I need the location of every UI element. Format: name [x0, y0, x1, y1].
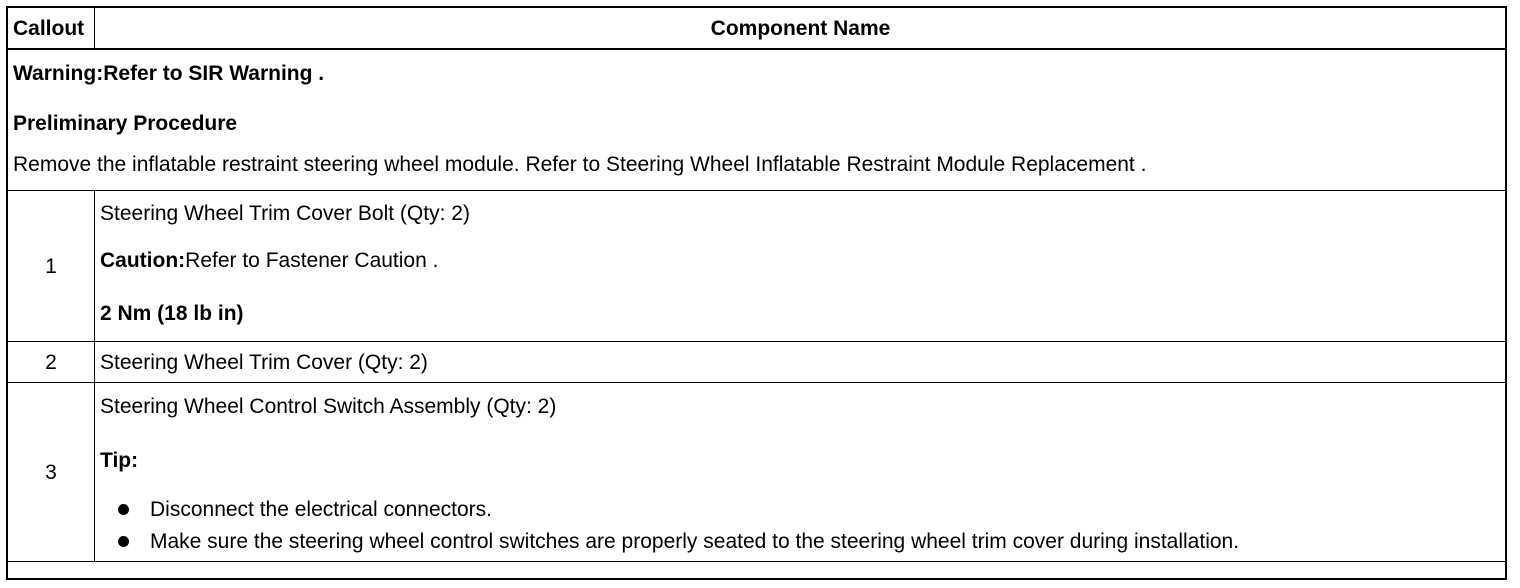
component-name: Steering Wheel Trim Cover (Qty: 2)	[95, 342, 1507, 383]
bullet-item: Disconnect the electrical connectors.	[100, 493, 1501, 525]
warning-label: Warning:	[13, 61, 104, 85]
table-row	[8, 383, 1507, 562]
intro-cell	[8, 49, 1507, 191]
intro-row	[8, 49, 1507, 191]
bullet-icon	[118, 536, 129, 547]
component-cell	[95, 383, 1507, 562]
table-row	[8, 191, 1507, 342]
caution-line	[100, 235, 1501, 285]
table-row	[8, 342, 1507, 383]
callout-header: Callout	[8, 8, 95, 50]
torque-spec: 2 Nm (18 lb in)	[100, 301, 244, 325]
component-name: Steering Wheel Control Switch Assembly (Qty: 2)	[100, 394, 557, 418]
component-name: Steering Wheel Trim Cover Bolt (Qty: 2)	[100, 201, 470, 225]
caution-text: Refer to Fastener Caution .	[185, 248, 439, 272]
tip-label: Tip:	[100, 448, 139, 472]
table-header-row	[8, 8, 1507, 50]
warning-line	[13, 50, 1501, 96]
component-cell	[95, 191, 1507, 342]
bullet-item: Make sure the steering wheel control switches are properly seated to the steering wheel trim cover during installation.	[100, 525, 1501, 557]
preliminary-heading: Preliminary Procedure	[13, 111, 238, 135]
component-table	[7, 7, 1507, 562]
preliminary-text: Remove the inflatable restraint steering wheel module. Refer to Steering Wheel Inflatable Restraint Module Replacement .	[13, 153, 1147, 176]
bullet-icon	[118, 504, 129, 515]
component-name-header: Component Name	[95, 8, 1507, 50]
callout-number: 2	[8, 342, 95, 383]
callout-number: 1	[8, 191, 95, 342]
warning-text: Refer to SIR Warning .	[103, 61, 325, 85]
caution-label: Caution:	[100, 248, 186, 272]
callout-number: 3	[8, 383, 95, 562]
